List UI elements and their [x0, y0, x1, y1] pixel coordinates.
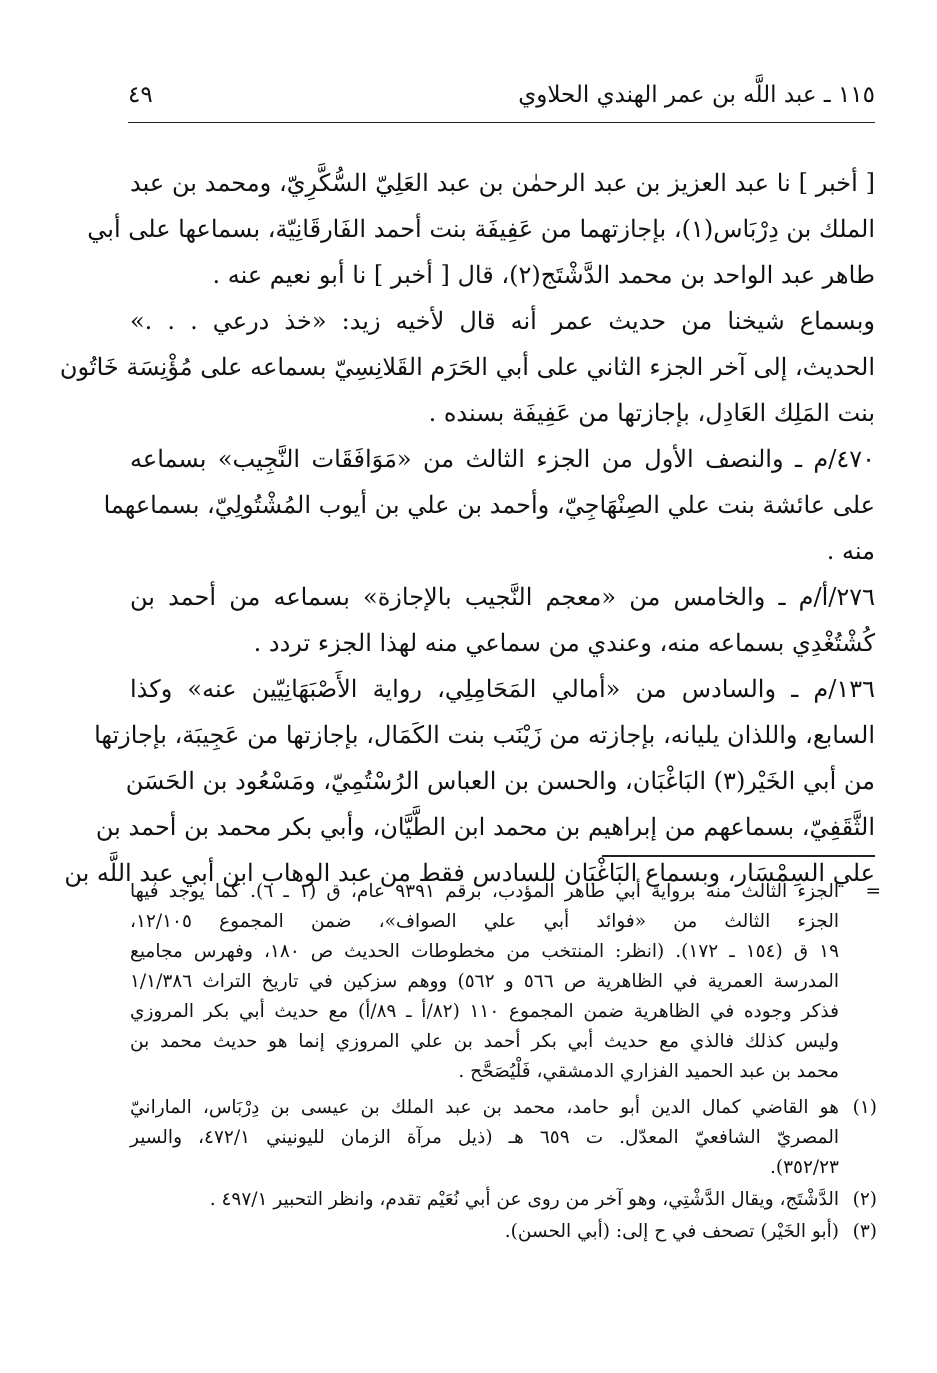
footnote-3: [130, 1217, 877, 1247]
footnotes: [130, 877, 881, 1247]
text-line: الملك بن دِرْبَاس(١)، بإجازتهما من عَفِيفَة بنت أحمد الفَارقَانِيّة، بسماعها على أبي: [87, 215, 875, 243]
footnote-number: (٣): [852, 1221, 877, 1242]
footnote-2: [130, 1185, 877, 1215]
text-line: السابع، واللذان يليانه، بإجازته من زَيْنَب بنت الكَمَال، بإجازتها من عَجِيبَة، بإجازتها: [94, 721, 875, 749]
text-line: الحديث، إلى آخر الجزء الثاني على أبي الحَرَم القَلانِسِيّ بسماعه على مُؤْنِسَة خَاتُون: [59, 353, 875, 381]
footnote-separator: [602, 855, 875, 857]
text-line: طاهر عبد الواحد بن محمد الدَّشْتَج(٢)، قال [ أخبر ] نا أبو نعيم عنه .: [212, 261, 875, 289]
footnote-text: (أبو الخَيْر) تصحف في ح إلى: (أبي الحسن).: [504, 1221, 839, 1242]
footnote-line: محمد بن عبد الحميد الفزاري الدمشقي، فَلْيُصَحَّح .: [458, 1061, 839, 1082]
footnote-number: (١): [852, 1097, 877, 1118]
text-line: [ أخبر ] نا عبد العزيز بن عبد الرحمٰن بن عبد العَلِيّ السُّكَّرِيّ، ومحمد بن عبد: [130, 169, 875, 197]
text-line: كُشْتُغْدِي بسماعه منه، وعندي من سماعي منه لهذا الجزء تردد .: [253, 629, 875, 657]
text-line: الثَّقَفِيّ، بسماعهم من إبراهيم بن محمد ابن الطَّيَّان، وأبي بكر محمد بن أحمد بن: [95, 813, 875, 841]
main-text: [59, 160, 875, 896]
footnote-line: الجزء الثالث من «فوائد أبي علي الصواف»، ضمن المجموع ١٢/١٠٥،: [130, 911, 839, 932]
footnote-line: ١٩ ق (١٥٤ ـ ١٧٢). (انظر: المنتخب من مخطوطات الحديث ص ١٨٠، وفهرس مجاميع: [130, 941, 840, 962]
text-line: على عائشة بنت علي الصِنْهَاجِيّ، وأحمد بن علي بن أيوب المُشْتُولِيّ، بسماعهما: [103, 491, 875, 519]
text-line: من أبي الخَيْر(٣) البَاغْبَان، والحسن بن العباس الرُسْتُمِيّ، ومَسْعُود بن الحَسَن: [125, 767, 875, 795]
footnote-line: المدرسة العمرية في الظاهرية ص ٥٦٦ و ٥٦٢) ووهم سزكين في تاريخ التراث ١/١/٣٨٦: [130, 971, 839, 992]
footnote-line: المصريّ الشافعيّ المعدّل. ت ٦٥٩ هـ (ذيل مرآة الزمان لليونيني ٤٧٢/١، والسير: [130, 1127, 839, 1148]
footnote-line: وليس كذلك فالذي مع حديث أبي بكر أحمد بن علي المروزي إنما هو حديث محمد بن: [130, 1031, 839, 1052]
footnote-text: هو القاضي كمال الدين أبو حامد، محمد بن عبد الملك بن عيسى بن دِرْبَاس، المارانيّ: [130, 1097, 839, 1118]
footnote-line: فذكر وجوده في الظاهرية ضمن المجموع ١١٠ (٨٢/أ ـ ٨٩/أ) مع حديث أبي بكر المروزي: [130, 1001, 839, 1022]
running-header: [128, 78, 875, 123]
continuation-mark: =: [865, 881, 881, 902]
footnote-number: (٢): [852, 1189, 877, 1210]
text-line: ٤٧٠/م ـ والنصف الأول من الجزء الثالث من «مَوَافَقَات النَّجِيب» بسماعه: [130, 445, 875, 473]
footnote-line: ٣٥٢/٢٣).: [769, 1157, 839, 1178]
text-line: منه .: [826, 537, 875, 565]
text-line: ١٣٦/م ـ والسادس من «أمالي المَحَامِلِي، رواية الأَصْبَهَانِيّين عنه» وكذا: [130, 675, 875, 703]
text-line: علي السِمْسَار، وبسماع البَاغْبَان للسادس فقط من عبد الوهاب ابن أبي عبد اللَّه بن: [64, 859, 875, 887]
text-line: بنت المَلِك العَادِل، بإجازتها من عَفِيفَة بسنده .: [428, 399, 875, 427]
page-number: ٤٩: [128, 82, 153, 108]
footnote-line: [130, 877, 881, 907]
text-line: وبسماع شيخنا من حديث عمر أنه قال لأخيه زيد: «خذ درعي . . .»: [130, 307, 875, 335]
footnote-1: [130, 1093, 877, 1123]
running-title: ١١٥ ـ عبد اللَّه بن عمر الهندي الحلاوي: [518, 82, 875, 108]
footnote-text: الجزء الثالث منه برواية أبي طاهر المؤدب، برقم ٩٣٩١ عام، ق (١ ـ ٦). كما يوجد فيها: [130, 881, 840, 902]
footnote-text: الدَّشْتَج، ويقال الدَّشْتِي، وهو آخر من روى عن أبي نُعَيْم تقدم، وانظر التحبير ٤٩٧/١ .: [209, 1189, 839, 1210]
text-line: ٢٧٦/أ/م ـ والخامس من «معجم النَّجيب بالإجازة» بسماعه من أحمد بن: [130, 583, 875, 611]
